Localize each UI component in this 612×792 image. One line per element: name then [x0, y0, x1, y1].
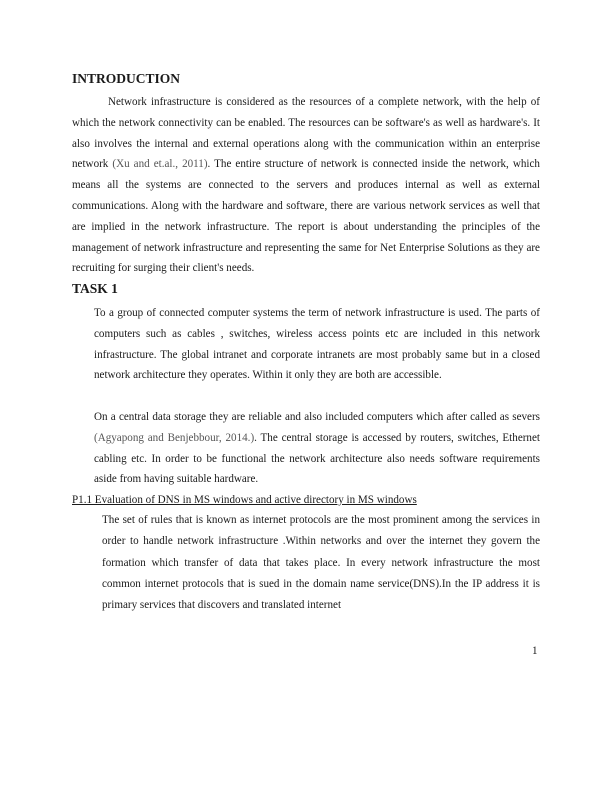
- p1-1-subheading: P1.1 Evaluation of DNS in MS windows and active directory in MS windows: [72, 494, 417, 506]
- task-1-paragraph-1: To a group of connected computer systems the term of network infrastructure is used. The parts of computers such as cables , switches, wireless access points etc are included in this network infrastructure. The global intranet and corporate intranets are most probably same but in a closed network architecture they operates. Within it only they are both are accessible.: [94, 307, 540, 382]
- task-p2-text-part1: On a central data storage they are reliable and also included computers which after called as severs: [94, 411, 540, 423]
- introduction-paragraph: [72, 92, 540, 279]
- task-p2-citation: (Agyapong and Benjebbour, 2014.): [94, 431, 255, 444]
- intro-text-part1: Network infrastructure is considered as the resources of a complete network, with the help of which the network connectivity can be enabled. The resources can be software's as well as hardware's. It also involves the internal and external operations along with the communication within an enterprise network: [72, 96, 540, 171]
- intro-citation: (Xu and et.al., 2011): [112, 158, 208, 171]
- introduction-heading: INTRODUCTION: [72, 71, 181, 86]
- intro-text-part2: . The entire structure of network is connected inside the network, which means all the systems are connected to the servers and produces internal as well as external communications. Along with the hardware and software, there are various network services as well that are implied in the network infrastructure. The report is about understanding the principles of the management of network infrastructure and representing the same for Net Enterprise Solutions as they are recruiting for surging their client's needs.: [72, 158, 540, 275]
- task-1-heading: TASK 1: [72, 281, 118, 296]
- task-p2-text-part2: . The central storage is accessed by routers, switches, Ethernet cabling etc. In order to be functional the network architecture also needs software requirements aside from having suitable hardware.: [94, 431, 540, 486]
- page-number: 1: [532, 645, 538, 657]
- dns-paragraph: The set of rules that is known as internet protocols are the most prominent among the services in order to handle network infrastructure .Within networks and over the internet they govern the formation which transfer of data that takes place. In every network infrastructure the most common internet protocols that is sued in the domain name service(DNS).In the IP address it is primary services that discovers and translated internet: [102, 514, 540, 612]
- task-1-paragraph-2: [94, 407, 540, 490]
